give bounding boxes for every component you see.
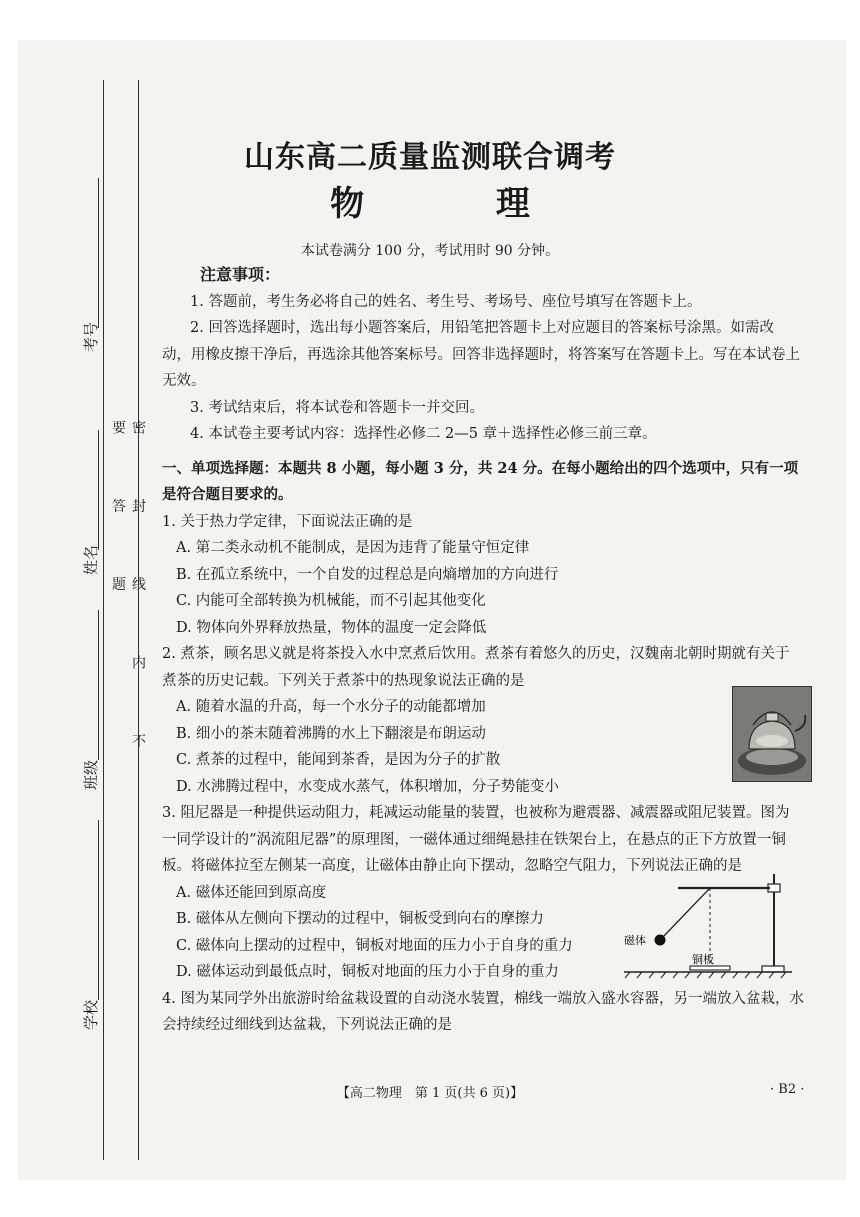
- exam-title: 山东高二质量监测联合调考: [244, 140, 616, 175]
- q2-option-b: B. 细小的茶末随着沸腾的水上下翻滚是布朗运动: [176, 725, 486, 742]
- xuexiao-label: 学校: [82, 999, 100, 1030]
- q1-option-c: C. 内能可全部转换为机械能，而不引起其他变化: [176, 593, 486, 609]
- subject-title: 物 理: [330, 184, 590, 224]
- q2-option-d: D. 水沸腾过程中，水变成水蒸气，体积增加，分子势能变小: [176, 778, 559, 795]
- page-footer: 【高二物理 第 1 页(共 6 页)】: [336, 1086, 524, 1101]
- notice-item-4: 4. 本试卷主要考试内容：选择性必修二 2—5 章＋选择性必修三前三章。: [190, 426, 657, 442]
- xingming-label: 姓名: [82, 544, 100, 575]
- q3-option-b: B. 磁体从左侧向下摆动的过程中，铜板受到向右的摩擦力: [176, 911, 544, 927]
- banji-label: 班级: [82, 759, 100, 790]
- seal-notice: 密 封 线 内 不 要 答 题: [110, 420, 146, 778]
- plate-label: 铜板: [692, 953, 714, 966]
- section-1-heading: 一、单项选择题：本题共 8 小题，每小题 3 分，共 24 分。在每小题给出的四个选项中，只有一项是符合题目要求的。: [162, 459, 799, 503]
- eddy-damper-figure: [622, 868, 794, 984]
- q3-option-d: D. 磁体运动到最低点时，铜板对地面的压力小于自身的重力: [176, 964, 559, 980]
- q3-stem: 3. 阻尼器是一种提供运动阻力，耗减运动能量的装置，也被称为避震器、减震器或阻尼装置。图为一同学设计的“涡流阻尼器”的原理图，一磁体通过细绳悬挂在铁架台上，在悬点的正下方放置一铜板。将磁体拉至左侧某一高度，让磁体由静止向下摆动，忽略空气阻力，下列说法正确的是: [162, 805, 790, 874]
- q1-option-a: A. 第二类永动机不能制成，是因为违背了能量守恒定律: [176, 540, 530, 556]
- xingming-blank: [98, 430, 99, 550]
- notice-item-3: 3. 考试结束后，将本试卷和答题卡一并交回。: [190, 399, 484, 416]
- q1-option-d: D. 物体向外界释放热量，物体的温度一定会降低: [176, 619, 487, 636]
- q1-stem: 1. 关于热力学定律，下面说法正确的是: [162, 513, 413, 530]
- q2-stem: 2. 煮茶，顾名思义就是将茶投入水中烹煮后饮用。煮茶有着悠久的历史，汉魏南北朝时期就有关于煮茶的历史记载。下列关于煮茶中的热现象说法正确的是: [162, 646, 790, 689]
- exam-info: 本试卷满分 100 分，考试用时 90 分钟。: [300, 243, 560, 259]
- xuexiao-blank: [98, 820, 99, 1000]
- paper-code: · B2 ·: [770, 1082, 805, 1097]
- notice-item-1: 1. 答题前，考生务必将自己的姓名、考生号、考场号、座位号填写在答题卡上。: [190, 293, 702, 310]
- q2-option-a: A. 随着水温的升高，每一个水分子的动能都增加: [176, 699, 486, 715]
- notice-title: 注意事项：: [200, 265, 281, 284]
- q4-stem: 4. 图为某同学外出旅游时给盆栽设置的自动浇水装置，棉线一端放入盛水容器，另一端放入盆栽，水会持续经过细线到达盆栽，下列说法正确的是: [162, 990, 804, 1033]
- notice-item-2: 2. 回答选择题时，选出每小题答案后，用铅笔把答题卡上对应题目的答案标号涂黑。如需改动，用橡皮擦干净后，再选涂其他答案标号。回答非选择题时，将答案写在答题卡上。写在本试卷上无效。: [162, 320, 800, 389]
- q3-option-c: C. 磁体向上摆动的过程中，铜板对地面的压力小于自身的重力: [176, 937, 573, 954]
- q3-option-a: A. 磁体还能回到原高度: [176, 884, 327, 901]
- kaohao-label: 考号: [82, 321, 100, 352]
- q1-option-b: B. 在孤立系统中，一个自发的过程总是向熵增加的方向进行: [176, 566, 559, 583]
- q2-option-c: C. 煮茶的过程中，能闻到茶香，是因为分子的扩散: [176, 752, 501, 768]
- tea-boiling-photo: [732, 686, 812, 782]
- magnet-label: 磁体: [624, 934, 646, 947]
- banji-blank: [98, 610, 99, 760]
